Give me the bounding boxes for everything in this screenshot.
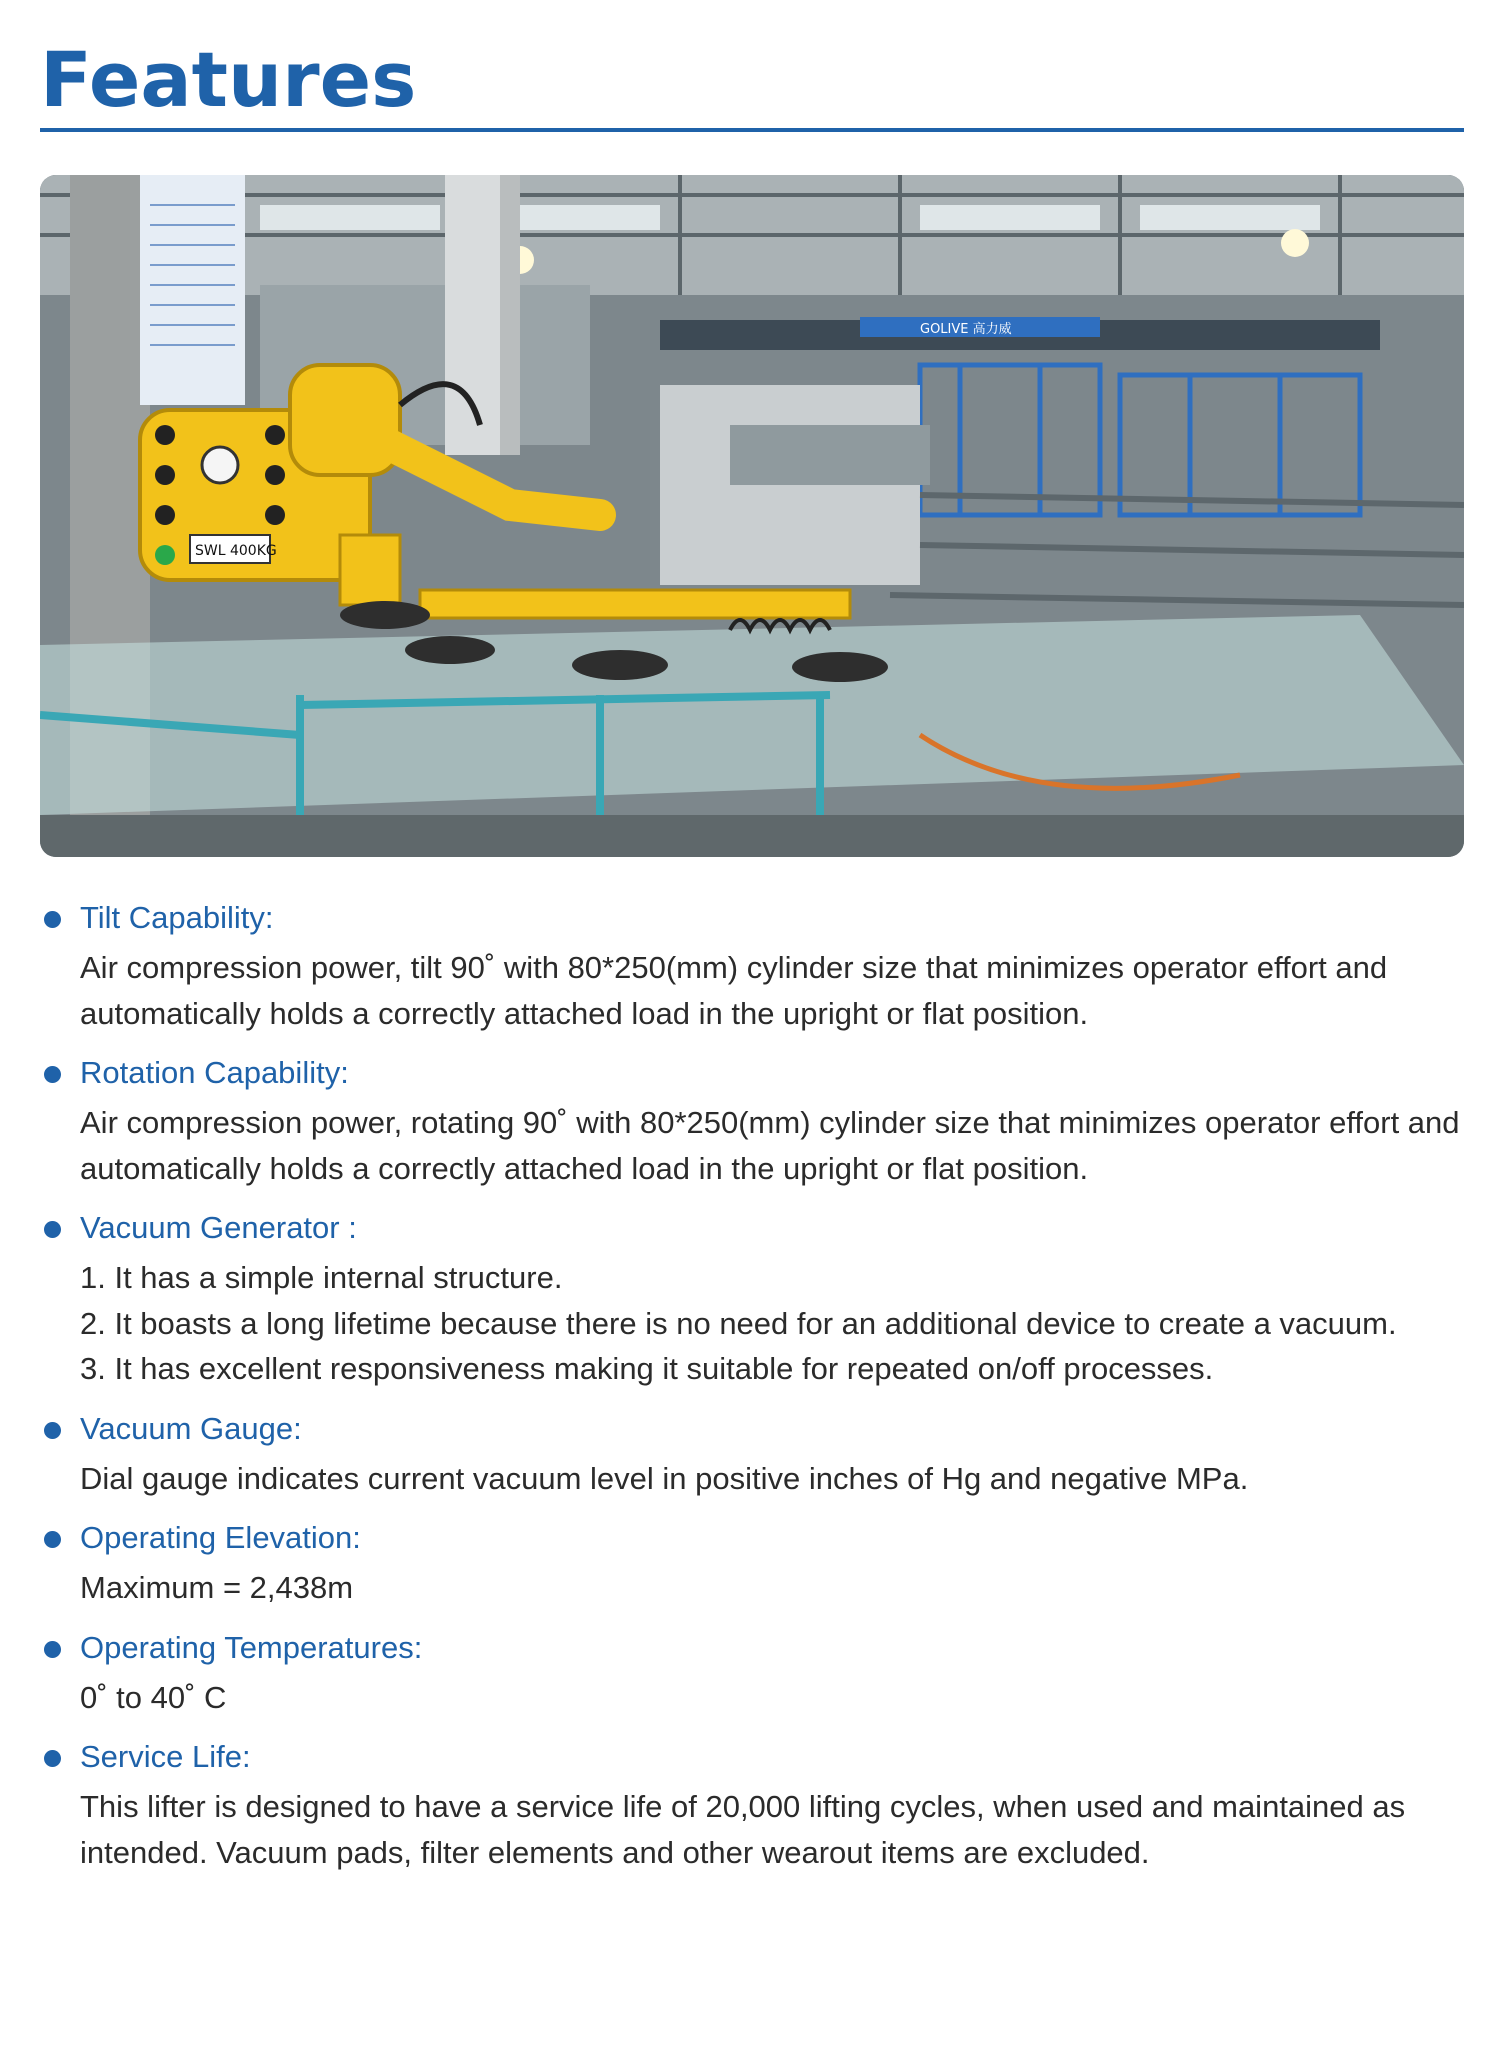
product-photo (40, 175, 1464, 857)
feature-heading: Tilt Capability: (80, 900, 274, 935)
bullet-icon (44, 1221, 61, 1238)
lifter-mast (445, 175, 500, 455)
crane-beam-brand: GOLIVE 高力威 (920, 322, 1012, 337)
feature-item-operating-temperatures (40, 1625, 1470, 1721)
feature-heading: Service Life: (80, 1739, 251, 1774)
feature-description: Air compression power, tilt 90˚ with 80*250(mm) cylinder size that minimizes operator effort and automatically holds a correctly attached load in the upright or flat position. (80, 950, 1388, 1031)
safety-poster (140, 175, 245, 405)
feature-item-service-life (40, 1734, 1470, 1875)
vacuum-gauge-dial (202, 447, 238, 483)
bullet-icon (44, 1750, 61, 1767)
feature-heading: Operating Temperatures: (80, 1629, 423, 1665)
lifter-beam (420, 590, 850, 618)
feature-item-vacuum-gauge (40, 1406, 1470, 1502)
feature-item-tilt-capability (40, 895, 1470, 1036)
bullet-icon (44, 1066, 61, 1083)
feature-description: Air compression power, rotating 90˚ with 80*250(mm) cylinder size that minimizes operator effort and automatically holds a correctly attached load in the upright or flat position. (80, 1105, 1460, 1186)
bullet-icon (44, 1422, 61, 1439)
feature-list-line: 2. It boasts a long lifetime because there is no need for an additional device to create a vacuum. (80, 1305, 1397, 1341)
page-title: Features (40, 35, 417, 124)
feature-description: 0˚ to 40˚ C (80, 1679, 227, 1715)
feature-heading: Operating Elevation: (80, 1520, 361, 1555)
bullet-icon (44, 911, 61, 928)
swl-plate-text: SWL 400KG (195, 543, 277, 559)
feature-list-line: 1. It has a simple internal structure. (80, 1260, 563, 1295)
feature-heading: Vacuum Generator : (80, 1210, 357, 1245)
feature-description: This lifter is designed to have a service life of 20,000 lifting cycles, when used and maintained as intended. Vacuum pads, filter elements and other wearout items are excluded. (80, 1789, 1406, 1870)
feature-heading: Rotation Capability: (80, 1055, 349, 1090)
vacuum-lifter-illustration (40, 175, 1464, 857)
title-divider (40, 128, 1464, 132)
floor (40, 815, 1464, 857)
feature-item-operating-elevation (40, 1515, 1470, 1611)
feature-item-vacuum-generator (40, 1205, 1470, 1392)
feature-description: Maximum = 2,438m (80, 1570, 354, 1605)
bullet-icon (44, 1531, 61, 1548)
feature-list-line: 3. It has excellent responsiveness making it suitable for repeated on/off processes. (80, 1351, 1214, 1386)
green-start-button (155, 545, 175, 565)
feature-heading: Vacuum Gauge: (80, 1410, 302, 1446)
feature-list (40, 895, 1470, 1889)
feature-item-rotation-capability (40, 1050, 1470, 1191)
feature-description: Dial gauge indicates current vacuum level in positive inches of Hg and negative MPa. (80, 1460, 1249, 1496)
bullet-icon (44, 1641, 61, 1658)
